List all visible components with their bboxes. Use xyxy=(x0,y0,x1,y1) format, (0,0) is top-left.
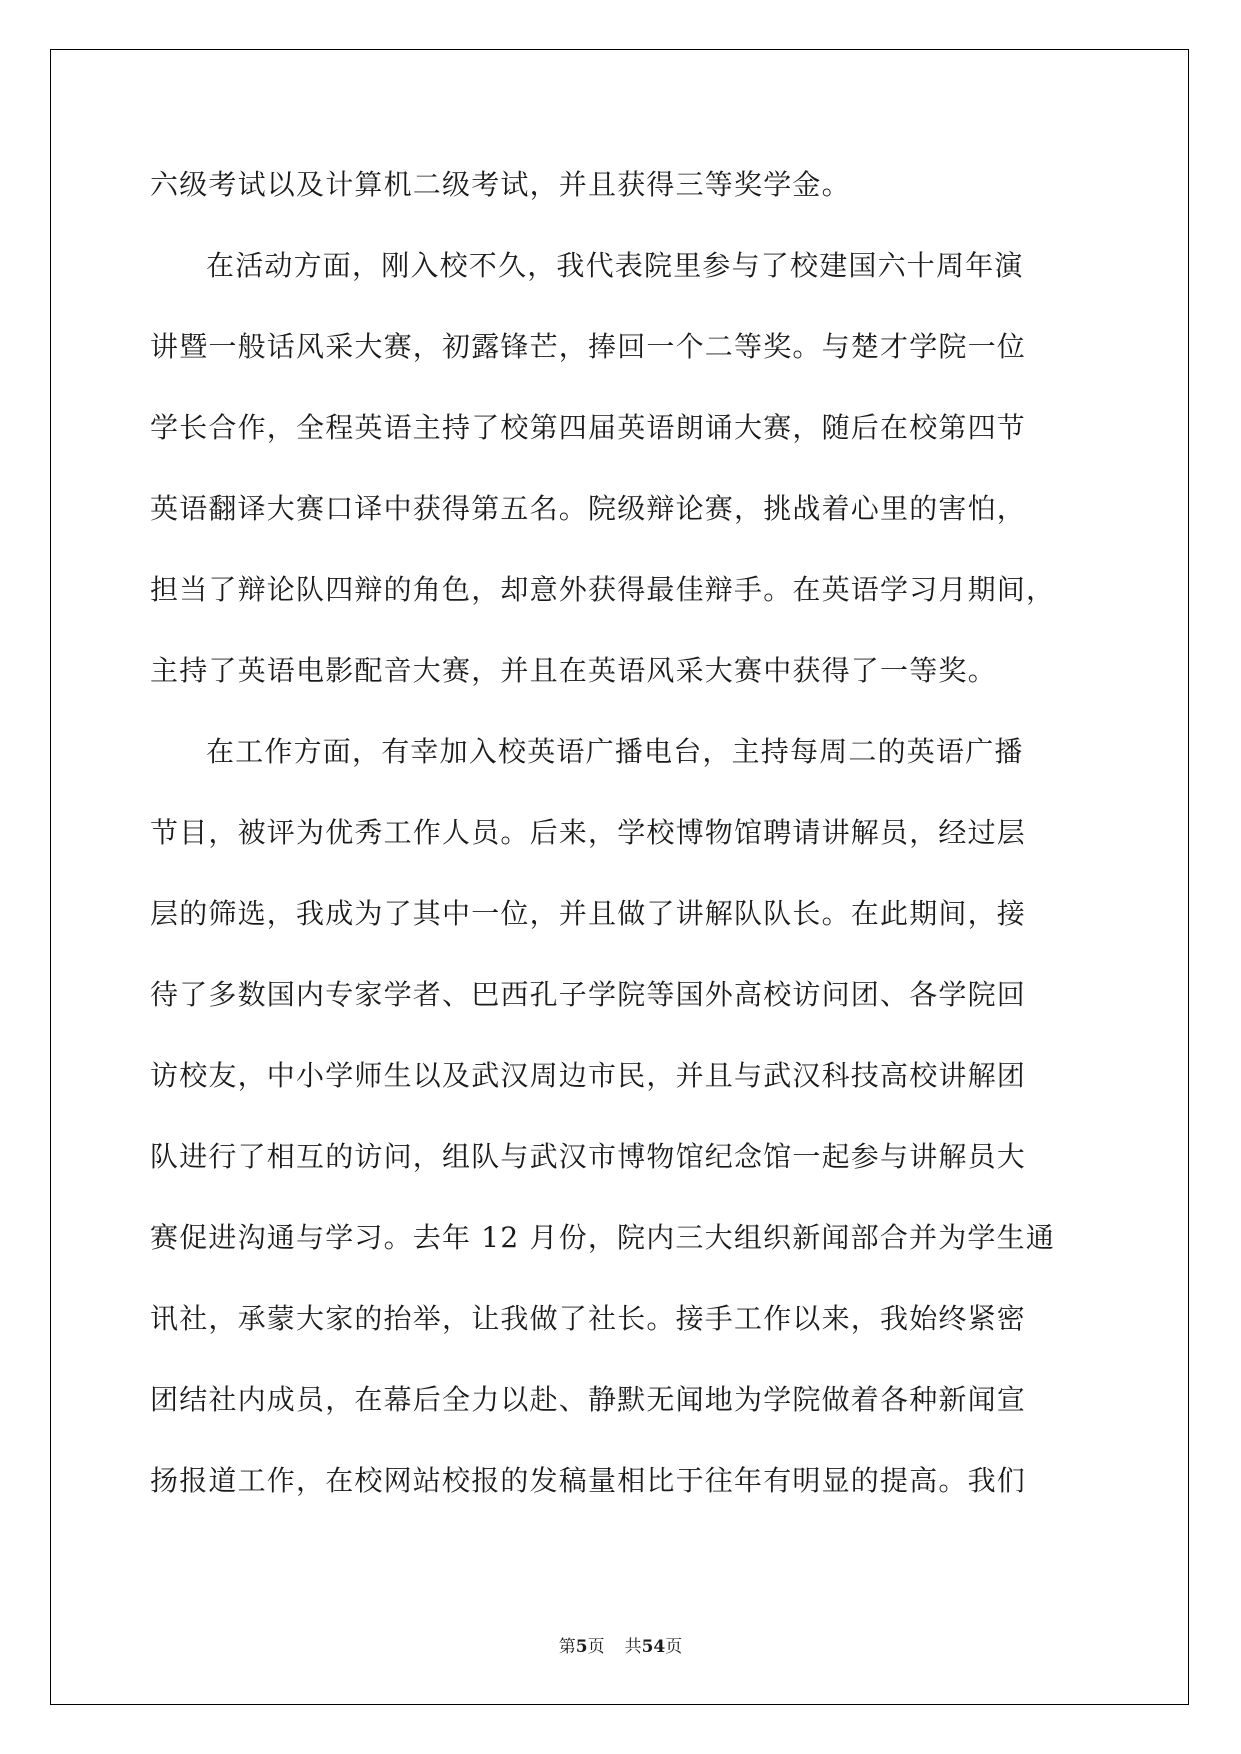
page-border xyxy=(50,49,1189,1705)
total-pages: 54 xyxy=(641,1637,666,1657)
page-suffix: 页 xyxy=(587,1637,605,1657)
page-number: 5 xyxy=(575,1637,588,1657)
paragraph-start-line: 在活动方面，刚入校不久，我代表院里参与了校建国六十周年演 xyxy=(206,249,1024,282)
text-line: 英语翻译大赛口译中获得第五名。院级辩论赛，挑战着心里的害怕， xyxy=(150,492,1027,525)
text-line: 讯社，承蒙大家的抬举，让我做了社长。接手工作以来，我始终紧密 xyxy=(150,1302,1027,1335)
text-line: 主持了英语电影配音大赛，并且在英语风采大赛中获得了一等奖。 xyxy=(150,654,997,687)
total-suffix: 页 xyxy=(665,1637,683,1657)
text-line: 扬报道工作，在校网站校报的发稿量相比于往年有明显的提高。我们 xyxy=(150,1464,1027,1497)
text-line: 担当了辩论队四辩的角色，却意外获得最佳辩手。在英语学习月期间， xyxy=(150,573,1056,606)
page-footer xyxy=(0,1635,1241,1659)
text-line: 节目，被评为优秀工作人员。后来，学校博物馆聘请讲解员，经过层 xyxy=(150,816,1027,849)
text-line: 团结社内成员，在幕后全力以赴、静默无闻地为学院做着各种新闻宣 xyxy=(150,1383,1027,1416)
text-line: 六级考试以及计算机二级考试，并且获得三等奖学金。 xyxy=(150,168,851,201)
text-line: 层的筛选，我成为了其中一位，并且做了讲解队队长。在此期间，接 xyxy=(150,897,1027,930)
page-prefix: 第 xyxy=(558,1637,576,1657)
paragraph-start-line: 在工作方面，有幸加入校英语广播电台，主持每周二的英语广播 xyxy=(206,735,1024,768)
text-line: 访校友，中小学师生以及武汉周边市民，并且与武汉科技高校讲解团 xyxy=(150,1059,1027,1092)
text-line: 赛促进沟通与学习。去年 12 月份，院内三大组织新闻部合并为学生通 xyxy=(150,1221,1056,1254)
total-prefix: 共 xyxy=(624,1637,642,1657)
text-line: 队进行了相互的访问，组队与武汉市博物馆纪念馆一起参与讲解员大 xyxy=(150,1140,1027,1173)
text-line: 学长合作，全程英语主持了校第四届英语朗诵大赛，随后在校第四节 xyxy=(150,411,1027,444)
text-line: 待了多数国内专家学者、巴西孔子学院等国外高校访问团、各学院回 xyxy=(150,978,1027,1011)
text-line: 讲暨一般话风采大赛，初露锋芒，捧回一个二等奖。与楚才学院一位 xyxy=(150,330,1027,363)
